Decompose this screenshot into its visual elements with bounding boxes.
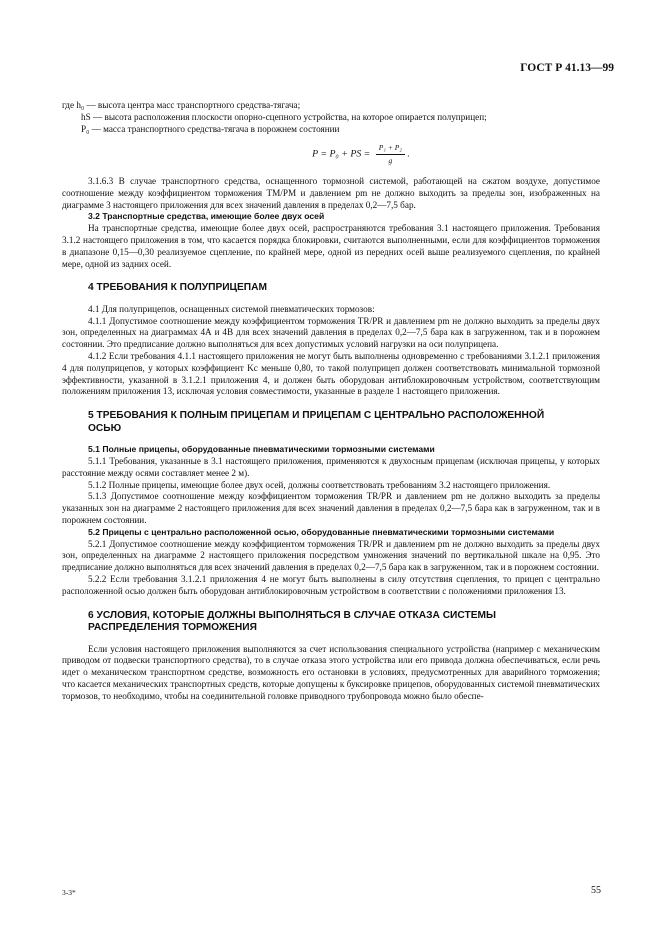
paragraph-5-1-2: 5.1.2 Полные прицепы, имеющие более двух осей, должны соответствовать требованиям 3.2 настоящего приложения. — [88, 479, 551, 490]
formula-lhs: P = P₀ + PS = — [312, 148, 371, 160]
definition-hs — [62, 112, 600, 124]
section-heading-5-line1: 5 ТРЕБОВАНИЯ К ПОЛНЫМ ПРИЦЕПАМ И ПРИЦЕПАМ С ЦЕНТРАЛЬНО РАСПОЛОЖЕННОЙ — [88, 410, 545, 422]
paragraph-5-2-2: 5.2.2 Если требования 3.1.2.1 приложения 4 не могут быть выполнены в силу отсутствия сцепления, то прицеп с центрально расположенной осью должен быть оборудован антиблокировочным устройством в соответствии с положениями приложения 13. — [62, 574, 600, 596]
section-heading-4: 4 ТРЕБОВАНИЯ К ПОЛУПРИЦЕПАМ — [88, 282, 267, 294]
formula-fraction — [376, 142, 405, 167]
paragraph-5-1-3: 5.1.3 Допустимое соотношение между коэффициентом торможения TR/PR и давлением pm не должно выходить за пределы указанных зон на диаграмме 2 настоящего приложения для всех значений давления в пределах 0,2—7,5 бара как в загруженном, так и в порожнем состоянии. — [62, 491, 600, 526]
formula-tail: . — [407, 148, 410, 160]
formula-numerator: P₁ + P₂ — [376, 142, 405, 155]
section-heading-6 — [88, 610, 600, 635]
footer-signature: 3-3* — [62, 888, 76, 897]
paragraph-5-2-1: 5.2.1 Допустимое соотношение между коэффициентом торможения TR/PR и давлением pm не должно выходить за пределы двух зон, определенных на диаграмме 2 настоящего приложения посредством умножения значений по вертикальной шкале на 0,95. Это предписание должно выполняться для всех значений давления в пределах 0,2—7,5 бара как в загруженном, так и в порожнем состоянии. — [62, 538, 600, 573]
paragraph-4-1-2: 4.1.2 Если требования 4.1.1 настоящего приложения не могут быть выполнены одновременно с требованиями 3.1.2.1 приложения 4 для полуприцепов, у которых коэффициент Kc меньше 0,80, то такой полуприцеп должен соответствовать минимальной тормозной эффективности, указанной в 3.1.2.1 приложения 4, и должен быть оборудован антиблокировочным устройством, соответствующим положениям приложения 13, исключая условия совместимости, указанные в разделе 1 настоящего приложения. — [62, 351, 600, 397]
definition-text: P₀ — масса транспортного средства-тягача в порожнем состоянии — [81, 123, 340, 134]
definition-p0 — [62, 124, 600, 136]
subheading-5-1: 5.1 Полные прицепы, оборудованные пневматическими тормозными системами — [88, 444, 435, 455]
standard-header: ГОСТ Р 41.13—99 — [520, 62, 614, 74]
definition-text: где h₀ — высота центра масс транспортного средства-тягача; — [62, 100, 301, 110]
section-heading-6-line2: РАСПРЕДЕЛЕНИЯ ТОРМОЖЕНИЯ — [88, 622, 257, 634]
paragraph-4-1: 4.1 Для полуприцепов, оснащенных системой пневматических тормозов: — [88, 303, 375, 314]
page-number: 55 — [591, 885, 601, 896]
subheading-5-2: 5.2 Прицепы с центрально расположенной осью, оборудованные пневматическими тормозными системами — [88, 526, 555, 537]
formula-denominator: g — [388, 156, 393, 166]
paragraph-3-1-6-3: 3.1.6.3 В случае транспортного средства, оснащенного тормозной системой, работающей на сжатом воздухе, допустимое соотношение между коэффициентом торможения TM/PM и давлением pm не должно выходить за пределы зон, изображенных на диаграмме 3 настоящего приложения для всех значений давления в пределах 0,2—7,5 бар. — [62, 175, 600, 210]
mass-formula — [122, 142, 600, 167]
section-heading-5 — [88, 410, 600, 435]
page-content — [62, 100, 600, 703]
definition-text: hS — высота расположения плоскости опорно-сцепного устройства, на которое опирается полуприцеп; — [81, 111, 487, 122]
paragraph-5-1-1: 5.1.1 Требования, указанные в 3.1 настоящего приложения, применяются к двухосным прицепам (исключая прицепы, у которых расстояние между осями составляет менее 2 м). — [62, 456, 600, 478]
section-heading-5-line2: ОСЬЮ — [88, 422, 122, 434]
section-heading-6-line1: 6 УСЛОВИЯ, КОТОРЫЕ ДОЛЖНЫ ВЫПОЛНЯТЬСЯ В СЛУЧАЕ ОТКАЗА СИСТЕМЫ — [88, 609, 496, 621]
subheading-3-2: 3.2 Транспортные средства, имеющие более двух осей — [88, 211, 325, 222]
definition-h0 — [62, 100, 600, 112]
paragraph-3-2: На транспортные средства, имеющие более двух осей, распространяются требования 3.1 настоящего приложения. Требования 3.1.2 настоящего приложения в том, что касается порядка блокировки, считаются выполненными, если для коэффициентов торможения в диапазоне 0,15—0,30 реализуемое сцепление, по крайней мере, одной из передних осей выше реализуемого сцепления, по крайней мере, одной из задних осей. — [62, 223, 600, 269]
paragraph-6: Если условия настоящего приложения выполняются за счет использования специального устройства (например с механическим приводом от подвески транспортного средства), то в случае отказа этого устройства или его привода должна обеспечиваться, если речь идет о механическом транспортном средстве, возможность его остановки в условиях, предусмотренных для аварийного торможения; что касается механических транспортных средств, которые допущены к буксировке прицепов, оборудованных системой пневматических тормозов, то необходимо, чтобы на соединительной головке приводного трубопровода можно было обеспе- — [62, 643, 600, 701]
paragraph-4-1-1: 4.1.1 Допустимое соотношение между коэффициентом торможения TR/PR и давлением pm не должно выходить за пределы двух зон, определенных на диаграммах 4А и 4В для всех значений давления в пределах 0,2—7,5 бара как в загруженном, так и в порожнем состоянии. Это предписание должно выполняться для всех допустимых условий нагрузки на оси полуприцепа. — [62, 315, 600, 350]
